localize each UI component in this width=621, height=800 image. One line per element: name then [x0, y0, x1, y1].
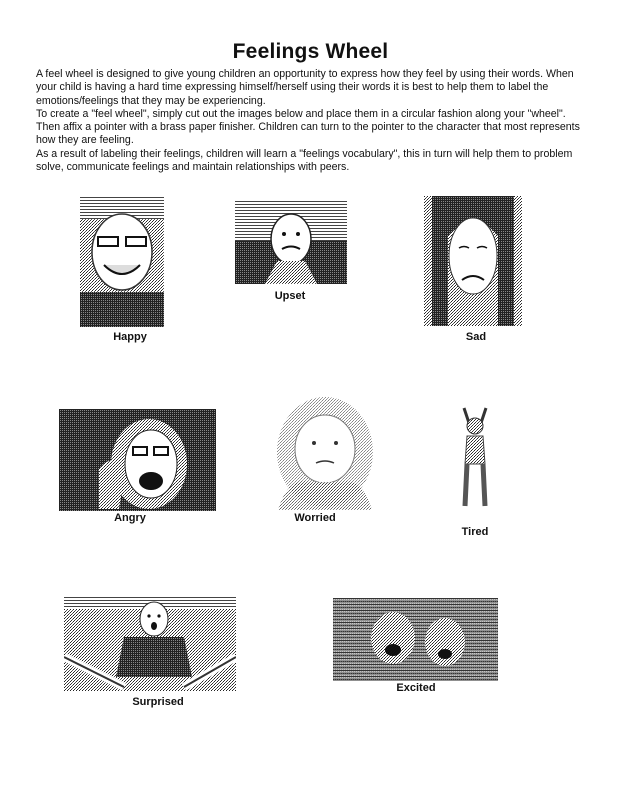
angry-photo[interactable] [59, 409, 216, 511]
sad-photo[interactable] [424, 196, 522, 326]
intro-text [36, 68, 581, 174]
intro-paragraph-1: A feel wheel is designed to give young children an opportunity to express how they feel by using their words. When your child is having a hard time expressing himself/herself using their words it is best to help them to label the emotions/feelings that they may be experiencing. [36, 68, 574, 107]
tired-label: Tired [461, 526, 489, 538]
intro-paragraph-2: To create a "feel wheel", simply cut out the images below and place them in a circular fashion along your "wheel". Then affix a pointer with a brass paper finisher. Children can turn to the pointer to the character that most represents how they are feeling. [36, 107, 580, 147]
page-title: Feelings Wheel [232, 40, 389, 63]
angry-label: Angry [114, 512, 146, 524]
worried-photo[interactable] [268, 397, 382, 510]
excited-label: Excited [396, 682, 436, 694]
tired-photo[interactable] [456, 402, 494, 511]
excited-photo[interactable] [333, 598, 498, 681]
happy-photo[interactable] [80, 197, 164, 327]
upset-label: Upset [274, 290, 306, 302]
intro-paragraph-3: As a result of labeling their feelings, children will learn a "feelings vocabulary", this in turn will help them to problem solve, communicate feelings and maintain relationships with peers. [36, 147, 573, 174]
surprised-label: Surprised [132, 696, 184, 708]
upset-photo[interactable] [235, 201, 347, 284]
sad-label: Sad [465, 331, 487, 343]
worried-label: Worried [294, 512, 336, 524]
happy-label: Happy [113, 331, 147, 343]
surprised-photo[interactable] [64, 597, 236, 691]
